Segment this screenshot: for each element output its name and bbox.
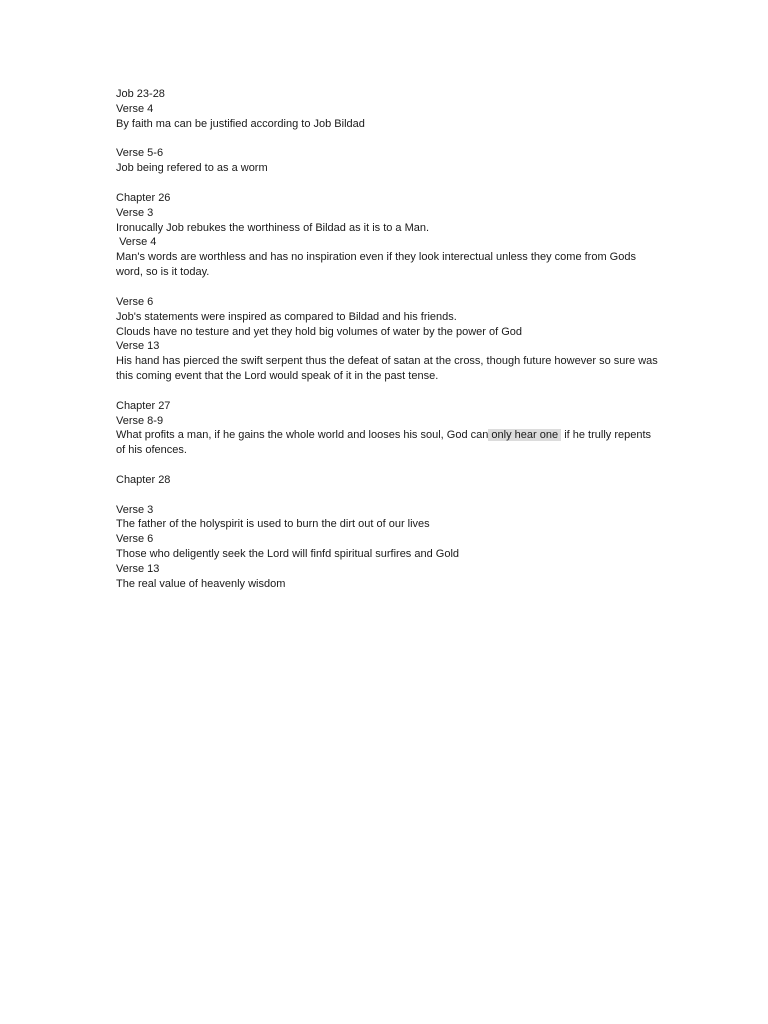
- note-text: Ironucally Job rebukes the worthiness of Bildad as it is to a Man.: [116, 221, 430, 234]
- note-text: The father of the holyspirit is used to burn the dirt out of our lives: [116, 518, 430, 531]
- note-text-with-highlight: [116, 428, 661, 458]
- note-text: The real value of heavenly wisdom: [116, 577, 286, 590]
- verse-heading: Verse 5-6: [116, 147, 164, 160]
- verse-heading: Verse 13: [116, 563, 160, 575]
- verse-heading: Verse 8-9: [116, 414, 164, 427]
- document-body: [116, 87, 661, 592]
- note-text: Man's words are worthless and has no inspiration even if they look interectual unless they come from Gods word, so is it today.: [116, 251, 640, 279]
- verse-heading: Verse 13: [116, 340, 160, 353]
- highlighted-text: only hear one: [488, 429, 562, 442]
- chapter-heading: Chapter 26: [116, 191, 171, 204]
- note-text-part: if he trully repents of his ofences.: [116, 429, 655, 457]
- verse-heading: Verse 4: [116, 236, 157, 249]
- blank-line: [116, 132, 661, 147]
- verse-heading: Verse 6: [116, 295, 154, 308]
- blank-line: [116, 458, 661, 473]
- note-text: Job being refered to as a worm: [116, 162, 268, 175]
- verse-heading: Verse 4: [116, 102, 154, 115]
- note-text: Job's statements were inspired as compared to Bildad and his friends.: [116, 310, 457, 323]
- document-title: Job 23-28: [116, 88, 165, 100]
- verse-heading: Verse 3: [116, 503, 154, 516]
- blank-line: [116, 488, 661, 503]
- blank-line: [116, 176, 661, 191]
- note-text: Those who deligently seek the Lord will finfd spiritual surfires and Gold: [116, 548, 460, 561]
- blank-line: [116, 280, 661, 295]
- note-text: By faith ma can be justified according to Job Bildad: [116, 117, 365, 130]
- note-text-part: What profits a man, if he gains the whole world and looses his soul, God can: [116, 429, 489, 442]
- chapter-heading: Chapter 28: [116, 473, 171, 486]
- chapter-heading: Chapter 27: [116, 399, 171, 412]
- verse-heading: Verse 3: [116, 206, 154, 219]
- note-text: Clouds have no testure and yet they hold big volumes of water by the power of God: [116, 325, 523, 338]
- blank-line: [116, 384, 661, 399]
- note-text: His hand has pierced the swift serpent thus the defeat of satan at the cross, though future however so sure was this coming event that the Lord would speak of it in the past tense.: [116, 355, 661, 383]
- verse-heading: Verse 6: [116, 533, 154, 546]
